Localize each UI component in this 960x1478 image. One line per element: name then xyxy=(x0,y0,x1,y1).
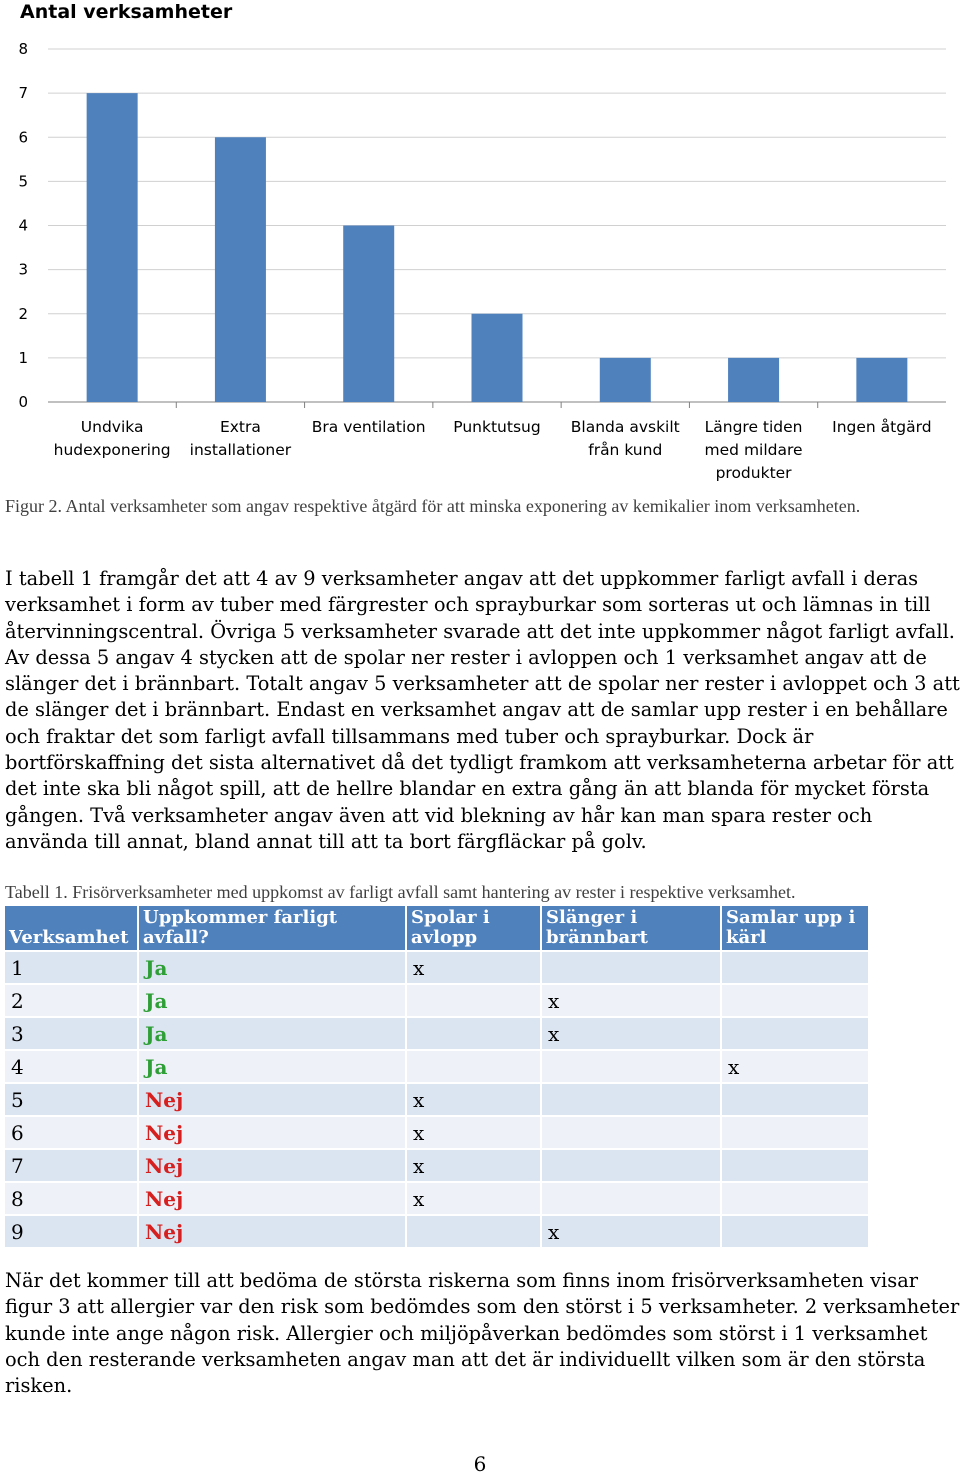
bar xyxy=(343,226,394,403)
cell-mark xyxy=(722,1084,868,1115)
cell-mark xyxy=(722,952,868,983)
table-row xyxy=(5,952,868,983)
header-slanger: Slänger i brännbart xyxy=(542,906,720,950)
cell-mark: x xyxy=(407,952,540,983)
cell-mark xyxy=(722,1117,868,1148)
cell-verksamhet: 7 xyxy=(5,1150,137,1181)
cell-verksamhet: 3 xyxy=(5,1018,137,1049)
cell-verksamhet: 2 xyxy=(5,985,137,1016)
table-row xyxy=(5,1117,868,1148)
cell-verksamhet: 9 xyxy=(5,1216,137,1247)
cell-mark xyxy=(407,985,540,1016)
cell-mark: x xyxy=(542,985,720,1016)
cell-verksamhet: 4 xyxy=(5,1051,137,1082)
bar xyxy=(215,137,266,402)
cell-mark xyxy=(407,1216,540,1247)
header-samlar: Samlar upp i kärl xyxy=(722,906,868,950)
cell-mark xyxy=(722,1018,868,1049)
x-axis-labels xyxy=(54,418,932,482)
cell-mark: x xyxy=(407,1150,540,1181)
y-tick-label: 6 xyxy=(18,128,28,147)
table-row xyxy=(5,1150,868,1181)
paragraph-waste: I tabell 1 framgår det att 4 av 9 verksamheter angav att det uppkommer farligt avfall i deras verksamhet i form av tuber med färgrester och sprayburkar som sorteras ut och lämnas in till återvinningscentral. Övriga 5 verksamheter svarade att det inte uppkommer något farligt avfall. Av dessa 5 angav 4 stycken att de spolar ner rester i avloppen och 1 verksamhet angav att de slänger det i brännbart. Totalt angav 5 verksamheter att de spolar ner rester i avloppet och 3 att de slänger det i brännbart. Endast en verksamhet angav att de samlar upp rester i en behållare och fraktar det som farligt avfall tillsammans med tuber och sprayburkar. Dock är bortförskaffning det sista alternativet då det tydligt framkom att verksamheterna arbetar för att det inte ska bli något spill, att de hellre blandar en extra gång än att blanda för mycket första gången. Två verksamheter angav även att vid blekning av hår kan man spara rester och använda till annat, bland annat till att ta bort färgfläckar på golv. xyxy=(5,567,960,853)
paragraph-risks: När det kommer till att bedöma de största riskerna som finns inom frisörverksamheten visar figur 3 att allergier var den risk som bedömdes som den störst i 5 verksamheter. 2 verksamheter kunde inte ange någon risk. Allergier och miljöpåverkan bedömdes som störst i 1 verksamhet och den resterande verksamheten angav man att det är individuellt vilken som är den största risken. xyxy=(5,1269,960,1398)
bar xyxy=(856,358,907,402)
y-tick-label: 0 xyxy=(18,393,28,411)
cell-mark: x xyxy=(407,1183,540,1214)
x-category-label: Undvika hudexponering xyxy=(53,418,171,459)
bar xyxy=(472,314,523,402)
chart-title: Antal verksamheter xyxy=(20,1,233,23)
cell-mark xyxy=(407,1018,540,1049)
cell-verksamhet: 1 xyxy=(5,952,137,983)
cell-verksamhet: 8 xyxy=(5,1183,137,1214)
cell-uppkommer: Nej xyxy=(139,1216,405,1247)
page-number: 6 xyxy=(473,1452,487,1476)
bar xyxy=(600,358,651,402)
cell-mark: x xyxy=(407,1117,540,1148)
cell-uppkommer: Ja xyxy=(139,1051,405,1082)
chart-bars xyxy=(87,93,908,402)
header-verksamhet: Verksamhet xyxy=(5,906,137,950)
cell-mark xyxy=(542,952,720,983)
cell-uppkommer: Nej xyxy=(139,1117,405,1148)
bar xyxy=(728,358,779,402)
table-row xyxy=(5,1084,868,1115)
waste-table xyxy=(3,904,870,1249)
cell-verksamhet: 6 xyxy=(5,1117,137,1148)
y-tick-label: 3 xyxy=(18,260,28,279)
table-row xyxy=(5,985,868,1016)
cell-mark xyxy=(722,1183,868,1214)
cell-mark xyxy=(722,1216,868,1247)
table-row xyxy=(5,1051,868,1082)
cell-mark xyxy=(407,1051,540,1082)
cell-mark xyxy=(542,1150,720,1181)
y-tick-label: 2 xyxy=(18,304,28,323)
cell-mark xyxy=(542,1051,720,1082)
x-category-label: Extra installationer xyxy=(189,418,292,459)
y-axis-ticks xyxy=(18,40,28,411)
cell-mark xyxy=(542,1084,720,1115)
table-row xyxy=(5,1216,868,1247)
cell-mark xyxy=(542,1183,720,1214)
cell-uppkommer: Ja xyxy=(139,1018,405,1049)
table-row xyxy=(5,1183,868,1214)
table-header-row xyxy=(5,906,868,950)
cell-uppkommer: Nej xyxy=(139,1183,405,1214)
cell-mark: x xyxy=(542,1216,720,1247)
cell-uppkommer: Nej xyxy=(139,1150,405,1181)
bar xyxy=(87,93,138,402)
header-uppkommer: Uppkommer farligt avfall? xyxy=(139,906,405,950)
bar-chart xyxy=(0,0,960,490)
y-tick-label: 5 xyxy=(18,172,28,191)
cell-uppkommer: Ja xyxy=(139,952,405,983)
cell-mark: x xyxy=(542,1018,720,1049)
cell-mark xyxy=(722,1150,868,1181)
cell-uppkommer: Ja xyxy=(139,985,405,1016)
cell-mark: x xyxy=(407,1084,540,1115)
cell-mark: x xyxy=(722,1051,868,1082)
y-tick-label: 1 xyxy=(18,348,28,367)
cell-uppkommer: Nej xyxy=(139,1084,405,1115)
x-category-label: Blanda avskilt från kund xyxy=(570,418,680,459)
y-tick-label: 7 xyxy=(18,84,28,103)
x-category-label: Längre tiden med mildare produkter xyxy=(704,418,803,482)
cell-verksamhet: 5 xyxy=(5,1084,137,1115)
cell-mark xyxy=(722,985,868,1016)
x-category-label: Punktutsug xyxy=(453,418,541,436)
cell-mark xyxy=(542,1117,720,1148)
table-caption: Tabell 1. Frisörverksamheter med uppkomst av farligt avfall samt hantering av rester i respektive verksamhet. xyxy=(5,882,796,902)
figure-caption: Figur 2. Antal verksamheter som angav respektive åtgärd för att minska exponering av kemikalier inom verksamheten. xyxy=(5,496,861,516)
y-tick-label: 4 xyxy=(18,216,28,235)
table-row xyxy=(5,1018,868,1049)
y-tick-label: 8 xyxy=(18,40,28,58)
x-category-label: Bra ventilation xyxy=(311,418,426,436)
x-category-label: Ingen åtgärd xyxy=(832,418,932,436)
header-spolar: Spolar i avlopp xyxy=(407,906,540,950)
